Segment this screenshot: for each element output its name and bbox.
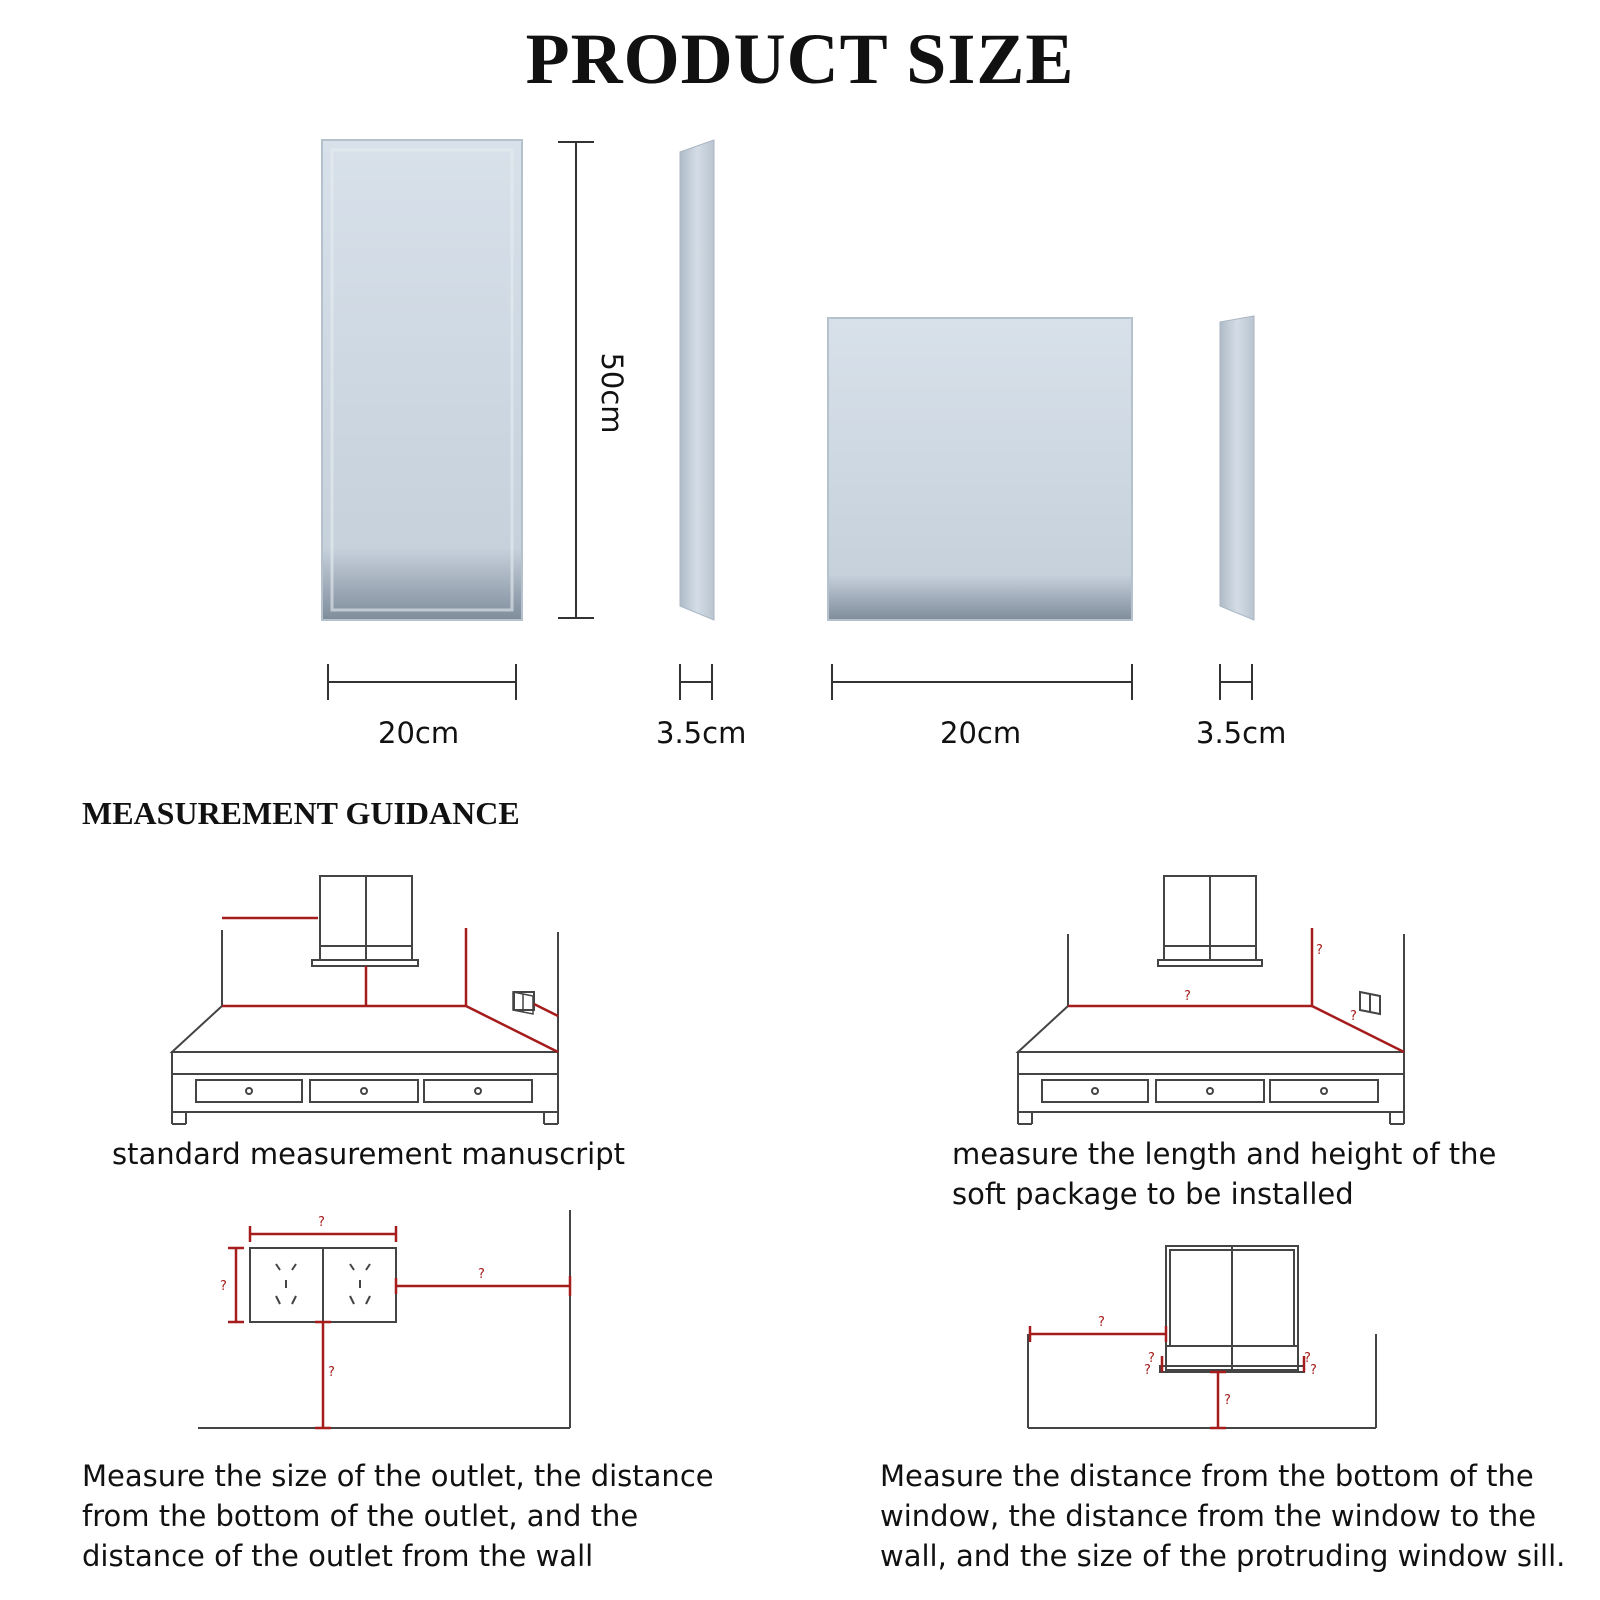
caption-length-height: measure the length and height of the soft package to be installed — [952, 1137, 1497, 1211]
large-panel-front — [322, 140, 522, 620]
q-mark: ? — [1304, 1351, 1311, 1366]
section-title: MEASUREMENT GUIDANCE — [82, 795, 520, 831]
caption-standard: standard measurement manuscript — [112, 1137, 625, 1171]
page-title: PRODUCT SIZE — [525, 19, 1075, 99]
q-mark: ? — [1184, 989, 1191, 1004]
height-dimension-line — [558, 142, 594, 618]
width-dimension-lines — [328, 664, 1252, 700]
caption-window: Measure the distance from the bottom of the window, the distance from the window to the wall, and the size of the protruding window sill. — [880, 1459, 1566, 1573]
thickness-label-large: 3.5cm — [656, 716, 747, 750]
q-mark: ? — [1224, 1393, 1231, 1408]
room-standard-red-lines — [222, 918, 558, 1052]
outlet-diagram — [198, 1210, 570, 1428]
thickness-label-square: 3.5cm — [1196, 716, 1287, 750]
outlet-red-measure-lines — [228, 1226, 570, 1428]
q-mark: ? — [1316, 943, 1323, 958]
large-panel-side — [680, 140, 714, 620]
width-label-square: 20cm — [940, 716, 1022, 750]
q-mark: ? — [1310, 1363, 1317, 1378]
q-mark: ? — [1098, 1315, 1105, 1330]
caption-outlet: Measure the size of the outlet, the distance from the bottom of the outlet, and the distance of the outlet from the wall — [82, 1459, 714, 1573]
width-label-large: 20cm — [378, 716, 460, 750]
window-diagram — [1028, 1246, 1376, 1428]
window-red-measure-lines — [1030, 1326, 1304, 1428]
q-mark: ? — [1148, 1351, 1155, 1366]
q-mark: ? — [1350, 1009, 1357, 1024]
square-panel-side — [1220, 316, 1254, 620]
q-mark: ? — [1144, 1363, 1151, 1378]
q-mark: ? — [328, 1365, 335, 1380]
q-mark: ? — [220, 1279, 227, 1294]
square-panel-front — [828, 318, 1132, 620]
q-mark: ? — [318, 1215, 325, 1230]
height-label: 50cm — [595, 352, 629, 434]
room-diagram-length-height — [1018, 876, 1404, 1124]
q-mark: ? — [478, 1267, 485, 1282]
